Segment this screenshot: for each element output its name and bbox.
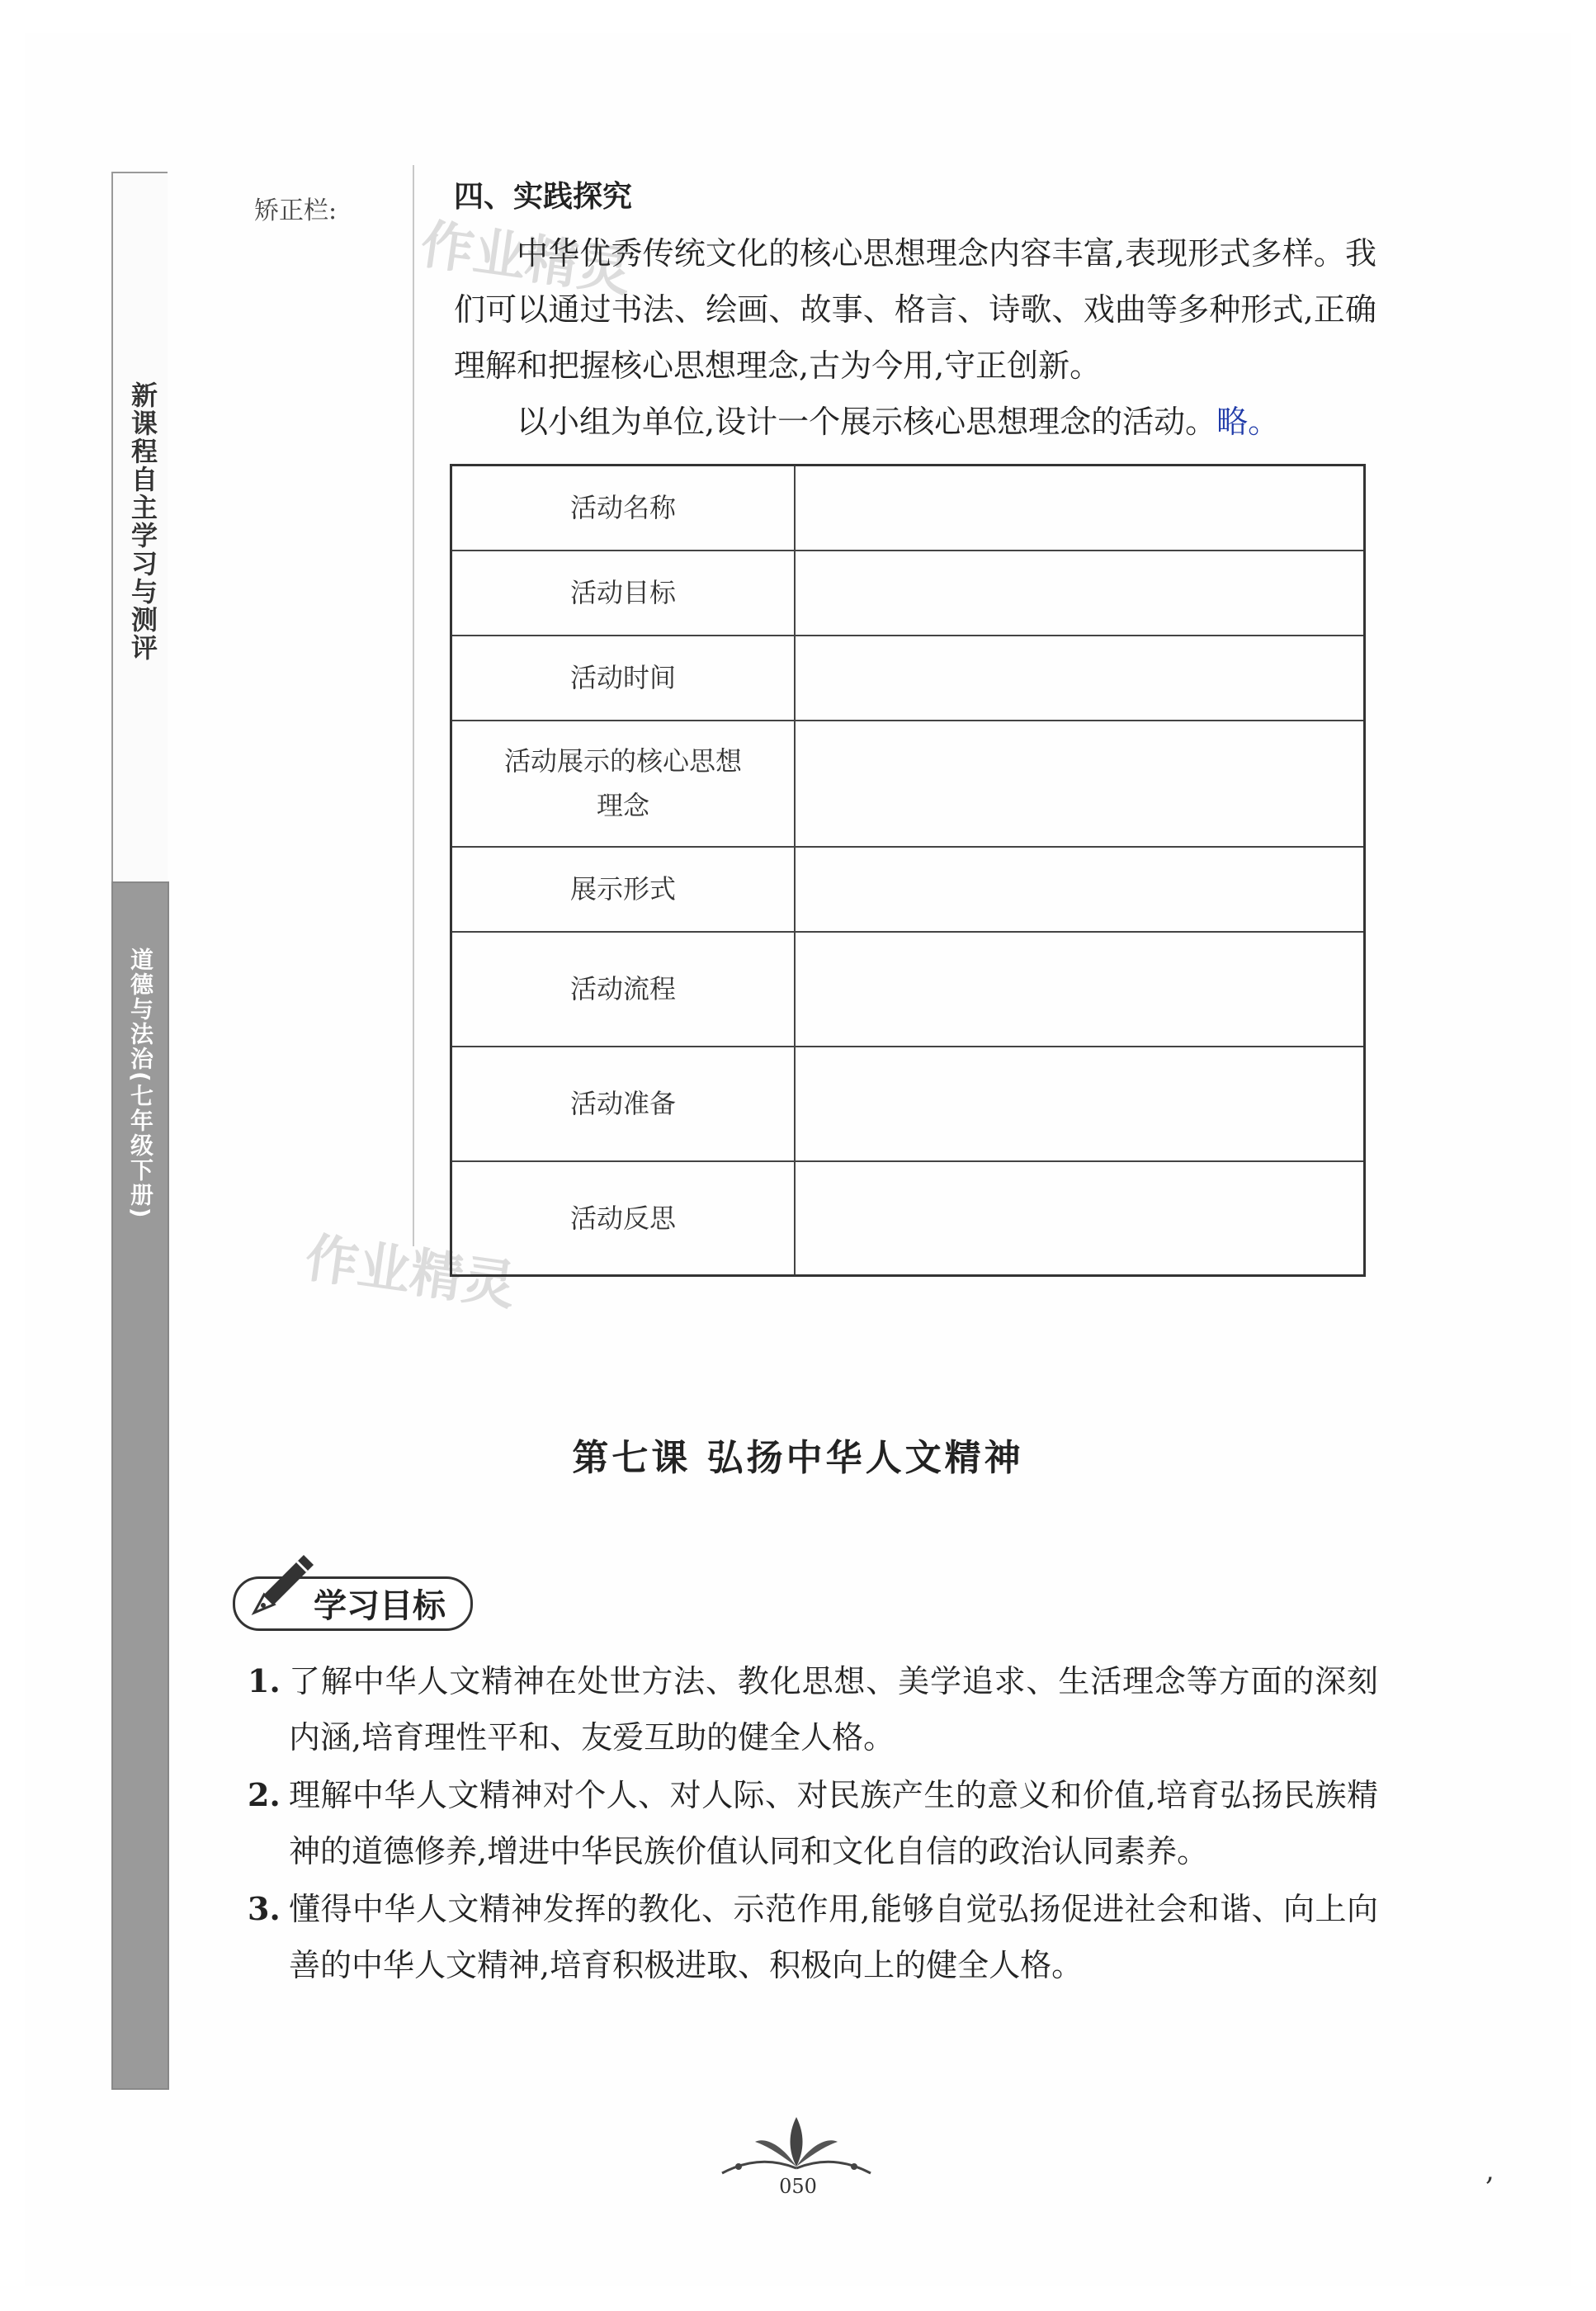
table-row: [451, 932, 1365, 1047]
row-value-cell[interactable]: [795, 636, 1365, 721]
row-label: 活动准备: [451, 1047, 796, 1161]
objective-item: [248, 1767, 1378, 1879]
correction-label: 矫正栏:: [254, 196, 338, 225]
sidebar-subject-title: 道德与法治(七年级下册): [127, 948, 154, 1220]
section-heading: 四、实践探究: [454, 180, 633, 214]
objective-number: 1.: [248, 1662, 281, 1699]
pen-icon: [239, 1545, 322, 1628]
table-row: [451, 1161, 1365, 1276]
table-row: [451, 721, 1365, 847]
table-row: [451, 1047, 1365, 1161]
row-value-cell[interactable]: [795, 932, 1365, 1047]
section-task: [454, 394, 1376, 450]
objective-text: 懂得中华人文精神发挥的教化、示范作用,能够自觉弘扬促进社会和谐、向上向善的中华人文精神,培育积极进取、积极向上的健全人格。: [289, 1891, 1378, 1983]
correction-column-divider: [413, 165, 414, 1246]
row-label: 活动展示的核心思想理念: [451, 721, 796, 847]
lesson-title: 第七课 弘扬中华人文精神: [572, 1437, 1024, 1479]
row-label: 活动名称: [451, 466, 796, 551]
objective-number: 2.: [248, 1776, 281, 1813]
section-paragraph: 中华优秀传统文化的核心思想理念内容丰富,表现形式多样。我们可以通过书法、绘画、故事、格言、诗歌、戏曲等多种形式,正确理解和把握核心思想理念,古为今用,守正创新。: [454, 235, 1376, 384]
objective-item: [248, 1881, 1378, 1993]
page-number: 050: [779, 2175, 817, 2198]
task-text: 以小组为单位,设计一个展示核心思想理念的活动。: [517, 404, 1217, 440]
activity-table: [450, 464, 1366, 1277]
row-label: 活动反思: [451, 1161, 796, 1276]
stray-mark: ,: [1485, 2154, 1494, 2187]
table-row: [451, 636, 1365, 721]
row-value-cell[interactable]: [795, 551, 1365, 636]
row-label: 展示形式: [451, 847, 796, 932]
watermark: 作业精灵: [301, 1227, 520, 1318]
row-value-cell[interactable]: [795, 1047, 1365, 1161]
leaf-ornament-icon: [706, 2109, 887, 2183]
sidebar-series-title: 新课程自主学习与测评: [127, 381, 158, 662]
table-row: [451, 551, 1365, 636]
table-row: [451, 466, 1365, 551]
objective-item: [248, 1653, 1378, 1765]
table-row: [451, 847, 1365, 932]
objective-text: 了解中华人文精神在处世方法、教化思想、美学追求、生活理念等方面的深刻内涵,培育理性平和、友爱互助的健全人格。: [289, 1663, 1378, 1756]
learning-goals-title: 学习目标: [314, 1587, 446, 1625]
row-label: 活动流程: [451, 932, 796, 1047]
row-label: 活动时间: [451, 636, 796, 721]
row-value-cell[interactable]: [795, 1161, 1365, 1276]
row-value-cell[interactable]: [795, 721, 1365, 847]
row-label: 活动目标: [451, 551, 796, 636]
objective-number: 3.: [248, 1890, 281, 1927]
watermark: 作业精灵: [417, 214, 635, 305]
row-value-cell[interactable]: [795, 847, 1365, 932]
handwritten-answer: 略。: [1216, 404, 1280, 440]
objective-text: 理解中华人文精神对个人、对人际、对民族产生的意义和价值,培育弘扬民族精神的道德修养,增进中华民族价值认同和文化自信的政治认同素养。: [289, 1777, 1378, 1869]
row-value-cell[interactable]: [795, 466, 1365, 551]
